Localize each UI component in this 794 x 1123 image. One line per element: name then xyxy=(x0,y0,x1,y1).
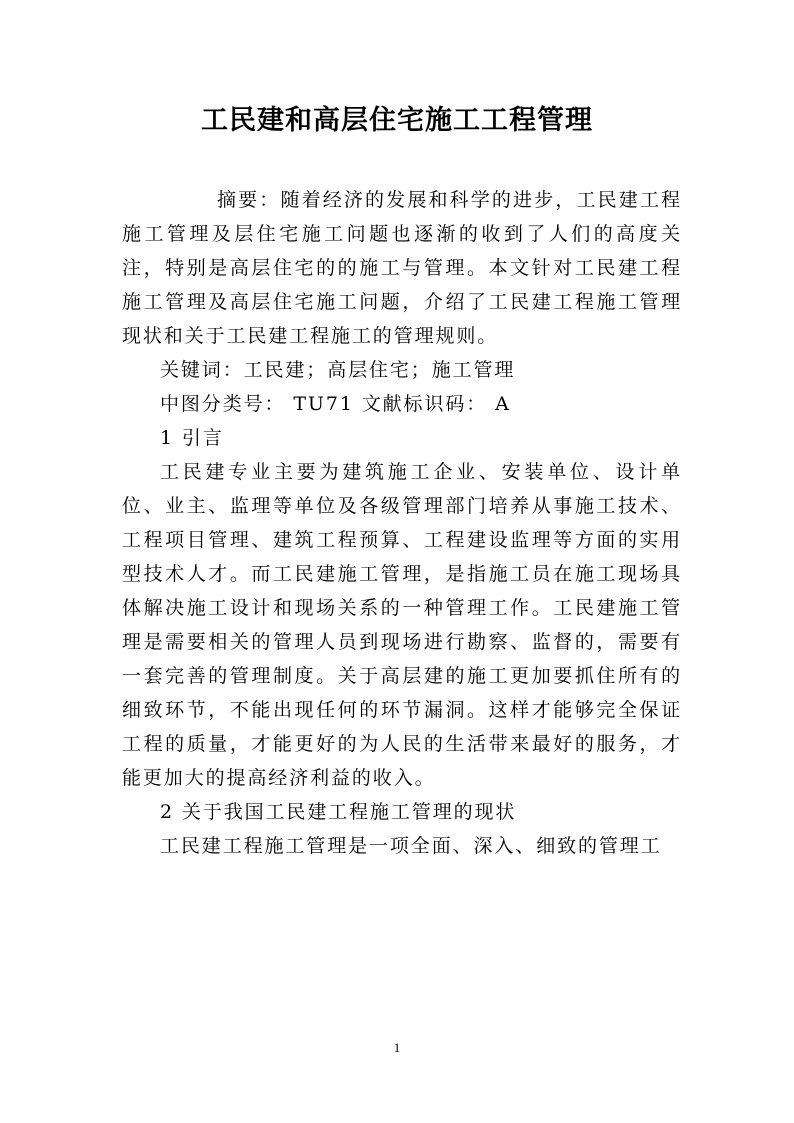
keywords-line: 关键词：工民建；高层住宅；施工管理 xyxy=(160,359,516,381)
document-title: 工民建和高层住宅施工工程管理 xyxy=(201,105,593,136)
section-2-paragraph: 工民建工程施工管理是一项全面、深入、细致的管理工 xyxy=(160,835,662,857)
page-number: 1 xyxy=(393,1040,401,1055)
section-1-heading: 1 引言 xyxy=(160,427,224,449)
document-body xyxy=(122,183,682,863)
section-2-heading: 2 关于我国工民建工程施工管理的现状 xyxy=(160,801,517,823)
abstract-paragraph: 摘要：随着经济的发展和科学的进步，工民建工程施工管理及层住宅施工问题也逐渐的收到了人们的高度关注，特别是高层住宅的的施工与管理。本文针对工民建工程施工管理及高层住宅施工问题，介绍了工民建工程施工管理现状和关于工民建工程施工的管理规则。 xyxy=(122,189,682,347)
section-1-paragraph: 工民建专业主要为建筑施工企业、安装单位、设计单位、业主、监理等单位及各级管理部门培养从事施工技术、工程项目管理、建筑工程预算、工程建设监理等方面的实用型技术人才。而工民建施工管理，是指施工员在施工现场具体解决施工设计和现场关系的一种管理工作。工民建施工管理是需要相关的管理人员到现场进行勘察、监督的，需要有一套完善的管理制度。关于高层建的施工更加要抓住所有的细致环节，不能出现任何的环节漏洞。这样才能够完全保证工程的质量，才能更好的为人民的生活带来最好的服务，才能更加大的提高经济利益的收入。 xyxy=(122,461,682,789)
classification-line: 中图分类号： TU71 文献标识码： A xyxy=(160,393,511,415)
